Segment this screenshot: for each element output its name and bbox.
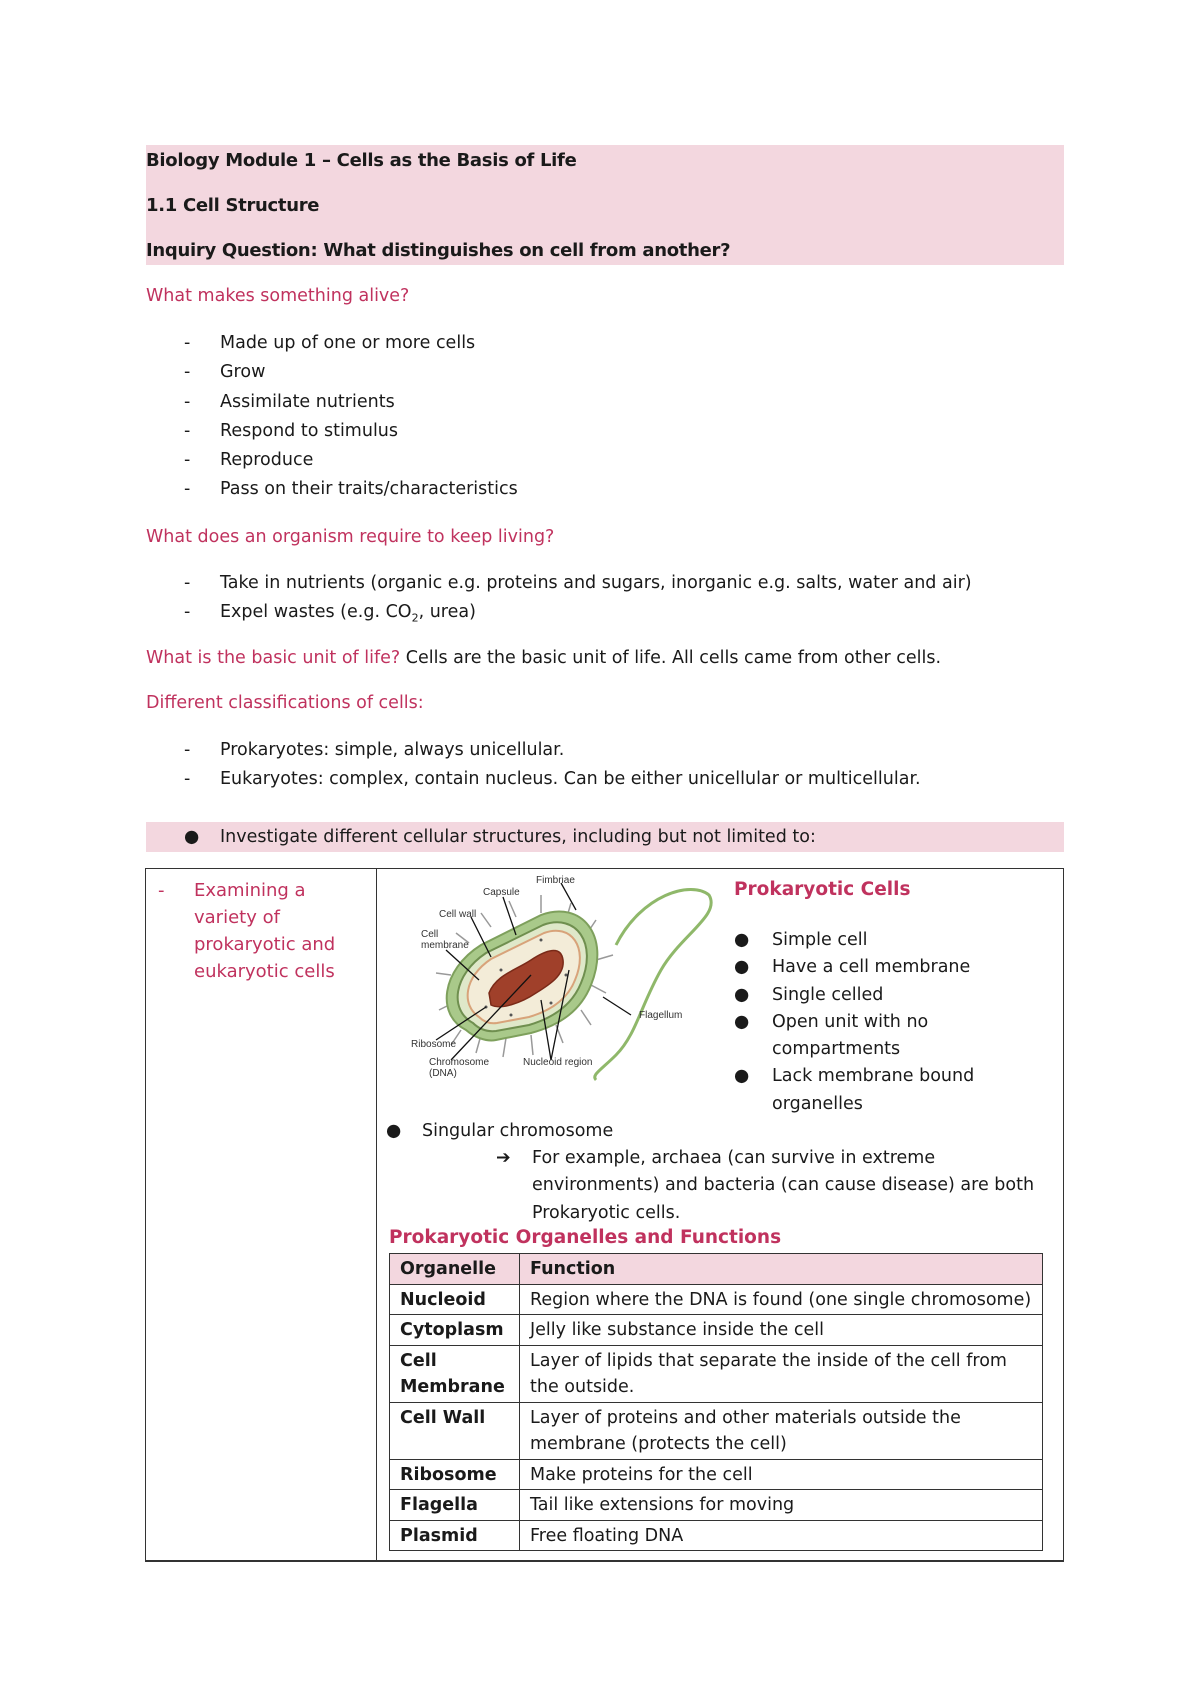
list-item: - Assimilate nutrients	[184, 391, 395, 412]
prokaryotic-cell-diagram	[391, 875, 721, 1100]
label-chromosome: Chromosome	[429, 1057, 490, 1068]
list-item: ● Lack membrane bound organelles	[734, 1066, 975, 1114]
left-cell-text: Examining a variety of prokaryotic and eukaryotic cells	[194, 880, 336, 982]
document-title: Biology Module 1 – Cells as the Basis of Life	[146, 150, 577, 171]
list-item: - Take in nutrients (organic e.g. proteins and sugars, inorganic e.g. salts, water and air)	[184, 573, 972, 593]
label-chromosome-2: (DNA)	[429, 1068, 457, 1079]
list-item: - Expel wastes (e.g. $CO_2$, urea)	[184, 602, 476, 625]
organelles-title: Prokaryotic Organelles and Functions	[389, 1227, 782, 1248]
label-capsule: Capsule	[483, 887, 520, 898]
list-item: - Reproduce	[184, 450, 314, 471]
list-item: - Pass on their traits/characteristics	[184, 479, 518, 500]
list-item: - Grow	[184, 362, 266, 383]
living-list	[184, 569, 972, 628]
list-item: - Eukaryotes: complex, contain nucleus. Can be either unicellular or multicellular.	[184, 769, 921, 790]
table-row: Plasmid Free floating DNA	[390, 1520, 1043, 1551]
table-row: Flagella Tail like extensions for moving	[390, 1490, 1043, 1521]
inquiry-question: Inquiry Question: What distinguishes on cell from another?	[146, 240, 731, 261]
label-cell-membrane-2: membrane	[421, 940, 469, 951]
column-header: Function	[520, 1254, 1043, 1285]
table-divider	[376, 869, 377, 1560]
table-row: Cell Wall Layer of proteins and other materials outside the membrane (protects the cell)	[390, 1402, 1043, 1459]
table-row: Cytoplasm Jelly like substance inside the cell	[390, 1315, 1043, 1346]
list-item: ● Have a cell membrane	[734, 957, 971, 978]
organelles-table	[389, 1253, 1043, 1551]
list-item: - Made up of one or more cells	[184, 333, 476, 353]
classification-list	[184, 736, 921, 795]
left-cell: - Examining a variety of prokaryotic and eukaryotic cells	[158, 877, 358, 985]
prokaryotic-list	[734, 927, 1054, 1118]
section-subtitle: 1.1 Cell Structure	[146, 195, 320, 216]
label-flagellum: Flagellum	[639, 1010, 683, 1021]
column-header: Organelle	[390, 1254, 520, 1285]
example-item: ➔ For example, archaea (can survive in extreme environments) and bacteria (can cause disease) are both Prokaryotic cells.	[496, 1145, 1056, 1227]
table-row: Cell Membrane Layer of lipids that separate the inside of the cell from the outside.	[390, 1345, 1043, 1402]
table-row: Ribosome Make proteins for the cell	[390, 1459, 1043, 1490]
question-alive: What makes something alive?	[146, 286, 410, 306]
list-item: - Prokaryotes: simple, always unicellular.	[184, 740, 565, 760]
content-table	[145, 868, 1064, 1562]
question-unit: What is the basic unit of life? Cells are the basic unit of life. All cells came from other cells.	[146, 648, 942, 668]
list-item: - Respond to stimulus	[184, 420, 399, 441]
flagellum-shape	[595, 889, 712, 1080]
list-item: ● Simple cell	[734, 930, 868, 950]
label-nucleoid: Nucleoid region	[523, 1057, 593, 1068]
singular-chromosome-item: ● Singular chromosome	[386, 1121, 614, 1141]
label-cell-wall: Cell wall	[439, 909, 477, 920]
alive-list	[184, 329, 518, 505]
investigate-item: ● Investigate different cellular structures, including but not limited to:	[184, 827, 816, 847]
label-ribosome: Ribosome	[411, 1039, 457, 1050]
table-row: Nucleoid Region where the DNA is found (one single chromosome)	[390, 1284, 1043, 1315]
question-living: What does an organism require to keep living?	[146, 527, 555, 547]
arrow-right-icon: ➔	[496, 1148, 511, 1168]
label-fimbriae: Fimbriae	[536, 875, 575, 886]
list-item: ● Single celled	[734, 984, 884, 1005]
question-classifications: Different classifications of cells:	[146, 693, 424, 713]
table-header-row	[390, 1254, 1043, 1285]
list-item: ● Open unit with no compartments	[734, 1011, 929, 1060]
label-cell-membrane: Cell	[421, 929, 439, 940]
prokaryotic-title: Prokaryotic Cells	[734, 879, 911, 900]
